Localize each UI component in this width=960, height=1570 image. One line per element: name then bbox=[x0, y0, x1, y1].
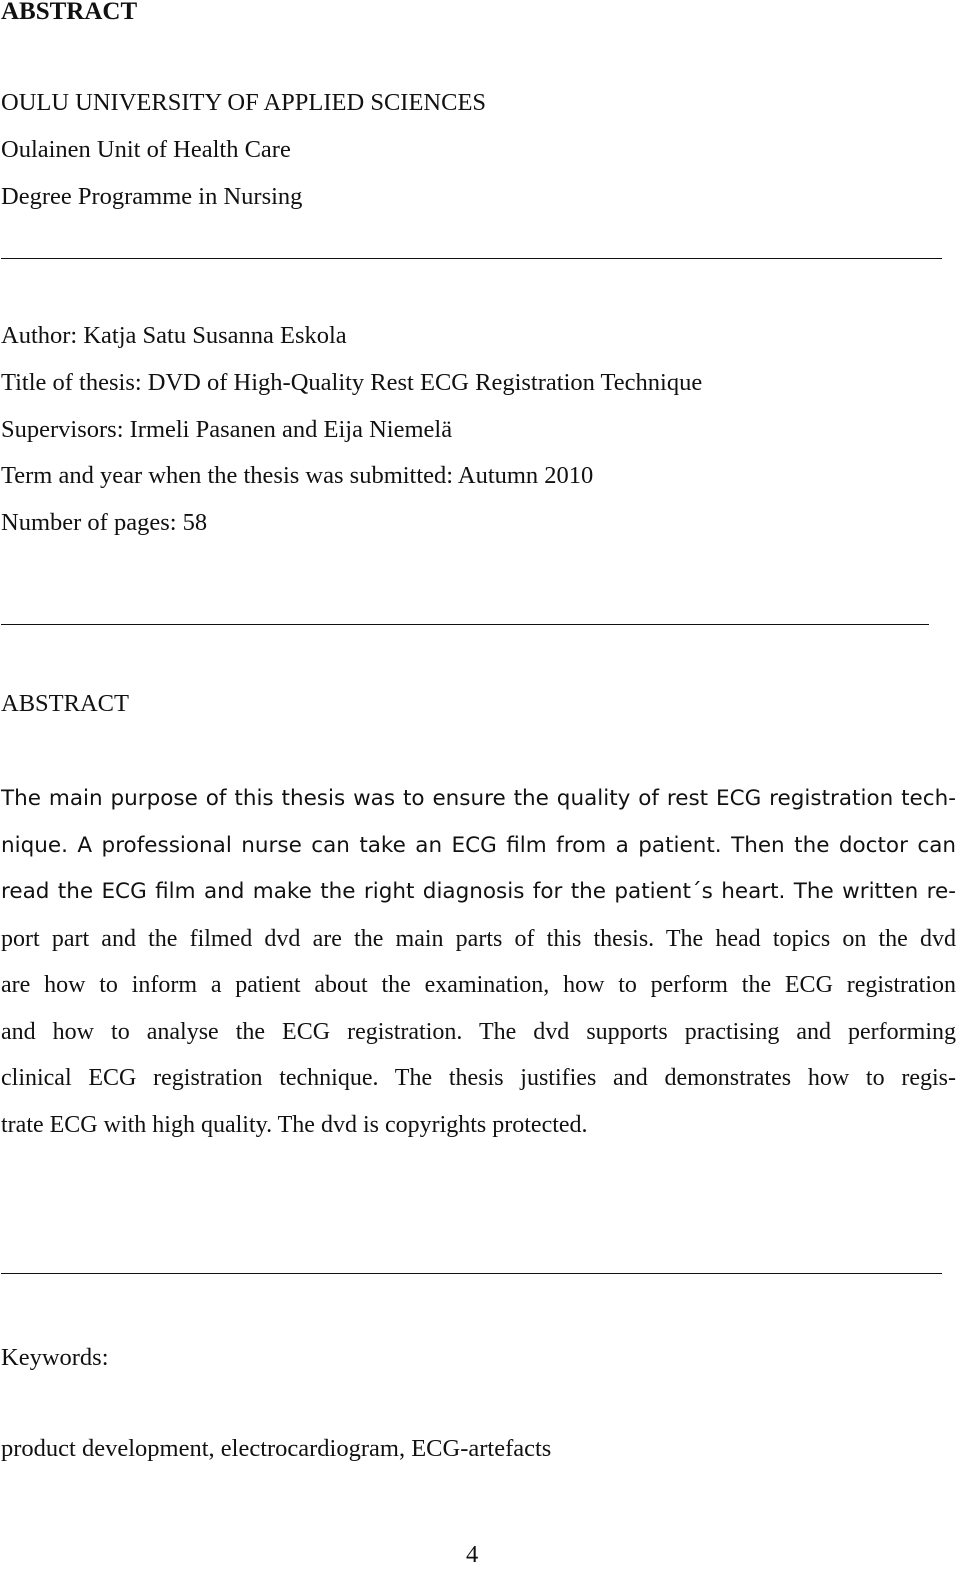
supervisors-line: Supervisors: Irmeli Pasanen and Eija Niemelä bbox=[1, 416, 453, 443]
thesis-title-line: Title of thesis: DVD of High-Quality Rest ECG Registration Technique bbox=[1, 369, 703, 396]
separator-rule bbox=[1, 624, 929, 625]
keywords-value: product development, electrocardiogram, ECG-artefacts bbox=[1, 1435, 552, 1462]
abstract-label: ABSTRACT bbox=[1, 690, 129, 717]
abstract-line: The main purpose of this thesis was to ensure the quality of rest ECG registration tech- bbox=[1, 786, 956, 811]
separator-rule bbox=[1, 258, 942, 259]
keywords-label: Keywords: bbox=[1, 1344, 109, 1371]
abstract-line: port part and the filmed dvd are the main parts of this thesis. The head topics on the dvd bbox=[1, 925, 956, 952]
author-line: Author: Katja Satu Susanna Eskola bbox=[1, 322, 347, 349]
abstract-line: nique. A professional nurse can take an ECG film from a patient. Then the doctor can bbox=[1, 832, 956, 858]
abstract-line: read the ECG film and make the right diagnosis for the patient´s heart. The written re- bbox=[1, 879, 956, 904]
page-heading: ABSTRACT bbox=[1, 0, 138, 25]
page-number: 4 bbox=[466, 1541, 479, 1568]
term-line: Term and year when the thesis was submitted: Autumn 2010 bbox=[1, 462, 594, 489]
abstract-line: are how to inform a patient about the examination, how to perform the ECG registration bbox=[1, 972, 956, 998]
abstract-line: clinical ECG registration technique. The thesis justifies and demonstrates how to regis- bbox=[1, 1065, 956, 1091]
abstract-body bbox=[1, 776, 956, 1148]
university-name: OULU UNIVERSITY OF APPLIED SCIENCES bbox=[1, 89, 487, 116]
abstract-line: and how to analyse the ECG registration. The dvd supports practising and performing bbox=[1, 1018, 956, 1045]
separator-rule bbox=[1, 1273, 942, 1274]
degree-programme: Degree Programme in Nursing bbox=[1, 183, 303, 210]
unit-name: Oulainen Unit of Health Care bbox=[1, 136, 291, 163]
abstract-line: trate ECG with high quality. The dvd is copyrights protected. bbox=[1, 1111, 588, 1138]
pages-line: Number of pages: 58 bbox=[1, 509, 208, 536]
